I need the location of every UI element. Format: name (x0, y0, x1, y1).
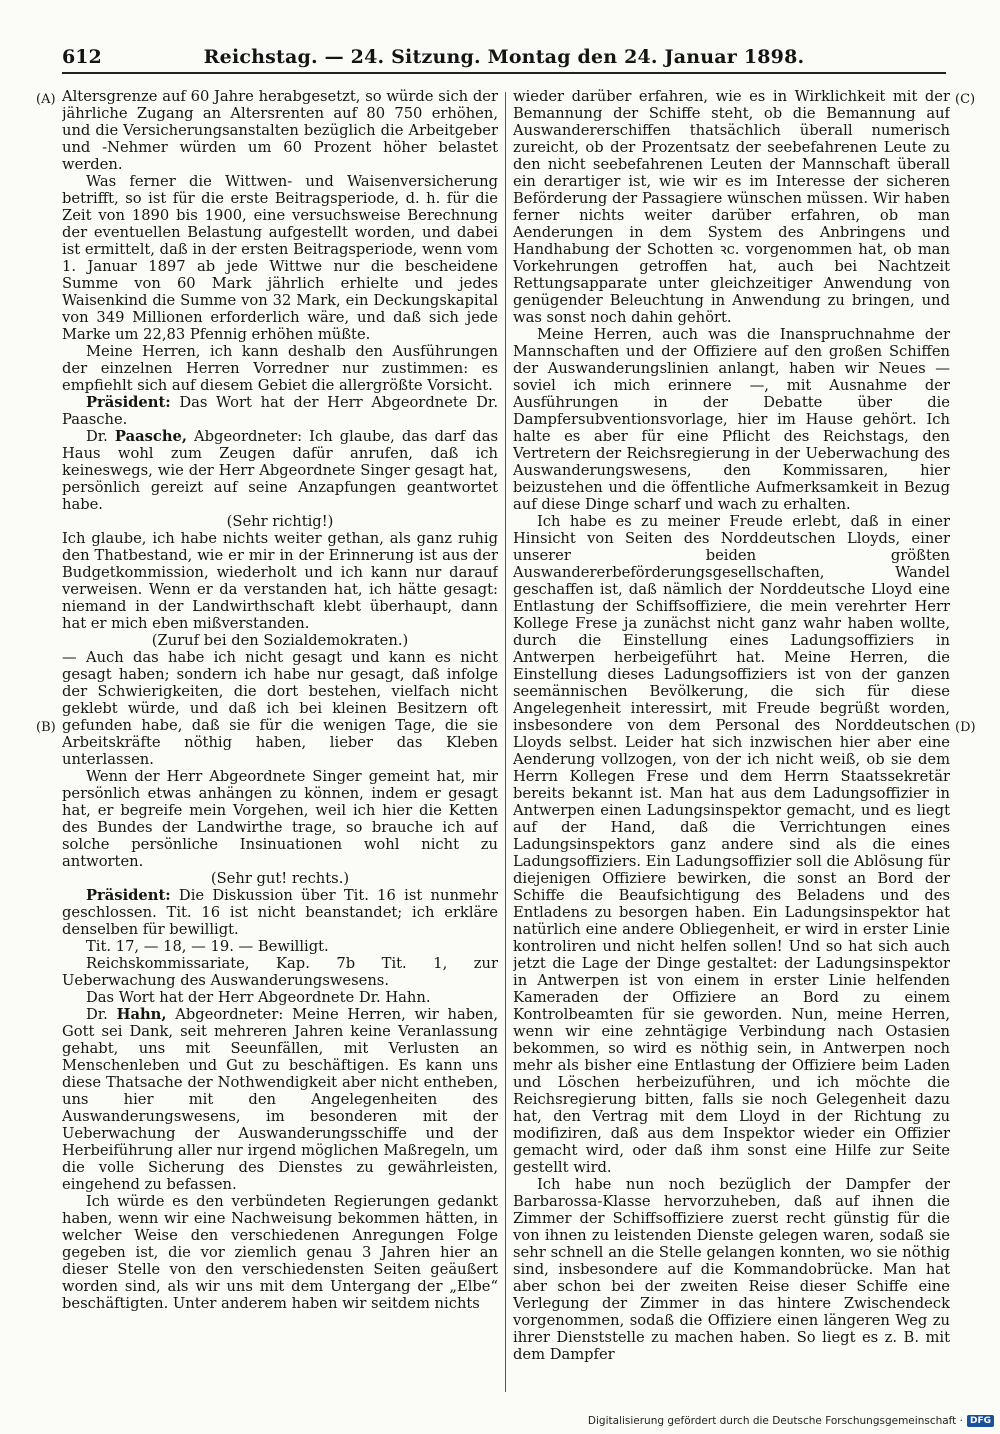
paragraph: Meine Herren, ich kann deshalb den Ausführungen der einzelnen Herren Vorredner nur zustimmen: es empfiehlt sich auf diesem Gebiet die allergrößte Vorsicht. (62, 343, 498, 394)
footer-text: Digitalisierung gefördert durch die Deutsche Forschungsgemeinschaft · (587, 1415, 963, 1427)
speaker-label: Präsident: (86, 394, 171, 411)
paragraph (62, 394, 498, 428)
speech-text: Die Diskussion über Tit. 16 ist nunmehr geschlossen. Tit. 16 ist nicht beanstandet; ich erkläre denselben für bewilligt. (62, 887, 498, 938)
paragraph: Ich würde es den verbündeten Regierungen gedankt haben, wenn wir eine Nachweisung bekommen hätten, in welcher Weise den verschiedenen Anregungen Folge gegeben ist, die vor ziemlich genau 3 Jahren hier an dieser Stelle von den verschiedensten Seiten geäußert worden sind, als wir uns mit dem Untergang der „Elbe“ beschäftigten. Unter anderem haben wir seitdem nichts (62, 1193, 498, 1312)
interjection: (Zuruf bei den Sozialdemokraten.) (151, 632, 409, 649)
paragraph: Meine Herren, auch was die Inanspruchnahme der Mannschaften und der Offiziere auf den großen Schiffen der Auswanderungslinien anlangt, haben wir Neues — soviel ich mich erinnere —, mit Ausnahme der Ausführungen in der Debatte über die Dampfersubventionsvorlage, hier im Hause gehört. Ich halte es aber für eine Pflicht des Reichstags, den Vertretern der Reichsregierung in der Ueberwachung des Auswanderungswesens, den Kommissaren, hier beizustehen und die öffentliche Aufmerksamkeit in Bezug auf diese Dinge scharf und wach zu erhalten. (513, 326, 950, 513)
left-column (62, 88, 498, 1393)
paragraph: Ich habe es zu meiner Freude erlebt, daß in einer Hinsicht von Seiten des Norddeutschen Lloyds, einer unserer beiden größten Auswandererbeförderungsgesellschaften, Wandel geschaffen ist, daß nämlich der Norddeutsche Lloyd eine Entlastung der Schiffsoffiziere, die mein verehrter Herr Kollege Frese ja zunächst nicht ganz wahr haben wollte, durch die Einstellung eines Ladungsoffiziers in Antwerpen herbeigeführt hat. Meine Herren, die Einstellung dieses Ladungsoffiziers ist von der ganzen seemännischen Bevölkerung, die sich für diese Angelegenheit interessirt, mit Freude begrüßt worden, insbesondere von dem Personal des Norddeutschen Lloyds selbst. Leider hat sich inzwischen hier aber eine Aenderung vollzogen, von der ich nicht weiß, ob sie dem Herrn Kollegen Frese und dem Herrn Staatssekretär bereits bekannt ist. Man hat aus dem Ladungsoffizier in Antwerpen einen Ladungsinspektor gemacht, und es liegt auf der Hand, daß die Verrichtungen eines Ladungsinspektors ganz andere sind als die eines Ladungsoffiziers. Ein Ladungsoffizier soll die Ablösung für diejenigen Offiziere bewirken, die sonst an Bord der Schiffe die Beaufsichtigung des Beladens und des Entladens zu besorgen haben. Ein Ladungsinspektor hat natürlich eine andere Obliegenheit, er wird in erster Linie kontroliren und nicht helfen sollen! Und so hat sich auch jetzt die Lage der Dinge gestaltet: der Ladungsinspektor in Antwerpen ist von einem in erster Linie helfenden Kameraden der Offiziere an Bord zu einem Kontrolbeamten für sie geworden. Nun, meine Herren, wenn wir eine zehntägige Verbindung nach Ostasien bekommen, so wird es nöthig sein, in Antwerpen noch mehr als bisher eine Entlastung der Offiziere beim Laden und Löschen herbeizuführen, und ich möchte die Reichsregierung bitten, falls sie noch Gelegenheit dazu hat, den Vertrag mit dem Lloyd in der Richtung zu modifiziren, daß aus dem Inspektor wieder ein Offizier gemacht wird, oder daß ihm sonst eine Hilfe zur Seite gestellt wird. (513, 513, 950, 1176)
speech-text: Abgeordneter: Ich glaube, das darf das Haus wohl zum Zeugen dafür anrufen, daß ich keineswegs, wie der Herr Abgeordnete Singer gesagt hat, persönlich gereizt auf seine Anzapfungen geantwortet habe. (62, 428, 498, 513)
paragraph (62, 887, 498, 938)
paragraph: Tit. 17, — 18, — 19. — Bewilligt. (86, 938, 329, 955)
speech-text: Abgeordneter: Meine Herren, wir haben, Gott sei Dank, seit mehreren Jahren keine Veranlassung gehabt, uns mit Seeunfällen, mit Verlusten an Menschenleben und Gut zu beschäftigen. Es kann uns diese Thatsache der Nothwendigkeit aber nicht entheben, uns hier mit den Angelegenheiten des Auswanderungswesens, im besonderen mit der Ueberwachung der Auswanderungsschiffe und der Herbeiführung aller nur irgend möglichen Maßregeln, um die volle Sicherung des Dienstes zu gewährleisten, eingehend zu befassen. (62, 1006, 498, 1193)
paragraph: — Auch das habe ich nicht gesagt und kann es nicht gesagt haben; sondern ich habe nur gesagt, daß infolge der Schwierigkeiten, die dort bestehen, vielfach nicht geklebt würde, und daß ich bei kleinen Besitzern oft gefunden habe, daß sie für die wenigen Tage, die sie Arbeitskräfte nöthig haben, lieber das Kleben unterlassen. (62, 649, 498, 768)
speaker-title: Dr. (86, 1006, 117, 1023)
paragraph: Ich habe nun noch bezüglich der Dampfer der Barbarossa-Klasse hervorzuheben, daß auf ihnen die Zimmer der Schiffsoffiziere zuerst recht günstig für die von ihnen zu leistenden Dienste gelegen waren, sodaß sie sehr schnell an die Stelle gelangen konnten, wo sie nöthig sind, insbesondere auf die Kommandobrücke. Man hat aber schon bei der zweiten Reise dieser Schiffe eine Verlegung der Zimmer in das hintere Zwischendeck vorgenommen, sodaß die Offiziere einen längeren Weg zu ihrer Dienststelle zu machen haben. So liegt es z. B. mit dem Dampfer (513, 1176, 950, 1363)
speaker-label: Paasche, (114, 428, 187, 445)
interjection: (Sehr gut! rechts.) (210, 870, 350, 887)
interjection: (Sehr richtig!) (226, 513, 334, 530)
paragraph: Wenn der Herr Abgeordnete Singer gemeint hat, mir persönlich etwas anhängen zu können, indem er gesagt hat, er begreife mein Vorgehen, weil ich hier die Ketten des Bundes der Landwirthe trage, so brauche ich auf solche persönliche Insinuationen wohl nicht zu antworten. (62, 768, 498, 870)
paragraph: Was ferner die Wittwen- und Waisenversicherung betrifft, so ist für die erste Beitragsperiode, d. h. für die Zeit von 1890 bis 1900, eine versuchsweise Berechnung der eventuellen Belastung aufgestellt worden, und dabei ist ermittelt, daß in der ersten Beitragsperiode, wenn vom 1. Januar 1897 ab jede Wittwe nur die bescheidene Summe von 60 Mark jährlich erhielte und jedes Waisenkind die Summe von 32 Mark, ein Deckungskapital von 349 Millionen erforderlich wäre, und daß sich jede Marke um 22,83 Pfennig erhöhen müßte. (62, 173, 498, 343)
dfg-logo-icon: DFG (967, 1415, 994, 1427)
digitization-footer (588, 1415, 994, 1427)
page-header (62, 44, 946, 74)
paragraph: Altersgrenze auf 60 Jahre herabgesetzt, so würde sich der jährliche Zugang an Altersrenten auf 80 750 erhöhen, und die Versicherungsanstalten bezüglich die Arbeitgeber und -Nehmer würden um 60 Prozent höher belastet werden. (62, 88, 498, 173)
margin-marker-d: (D) (955, 720, 976, 735)
paragraph (62, 1006, 498, 1193)
page-number: 612 (62, 46, 102, 68)
speech-text: Das Wort hat der Herr Abgeordnete Dr. Paasche. (62, 394, 498, 428)
right-column (513, 88, 950, 1393)
paragraph: Ich glaube, ich habe nichts weiter gethan, als ganz ruhig den Thatbestand, wie er mir in der Erinnerung ist aus der Budgetkommission, wiederholt und ich kann nur darauf verweisen. Wenn er da verstanden hat, ich hätte gesagt: niemand in der Landwirthschaft klebt überhaupt, dann hat er mich eben mißverstanden. (62, 530, 498, 632)
paragraph (62, 428, 498, 513)
column-divider (505, 92, 506, 1392)
speaker-label: Hahn, (116, 1006, 167, 1023)
speaker-title: Dr. (86, 428, 115, 445)
paragraph: Reichskommissariate, Kap. 7b Tit. 1, zur Ueberwachung des Auswanderungswesens. (62, 955, 498, 989)
margin-marker-a: (A) (36, 92, 56, 107)
paragraph: wieder darüber erfahren, wie es in Wirklichkeit mit der Bemannung der Schiffe steht, ob die Bemannung auf Auswandererschiffen thatsächlich überall numerisch zureicht, ob der Prozentsatz der seebefahrenen Leute zu den nicht seebefahrenen Leuten der Mannschaft überall ein derartiger ist, wie wir es im Interesse der sicheren Beförderung der Passagiere wünschen müssen. Wir haben ferner nichts weiter darüber erfahren, ob man Aenderungen in dem System des Anbringens und Handhabung der Schotten ꝛc. vorgenommen hat, ob man Vorkehrungen getroffen hat, auch bei Nachtzeit Rettungsapparate unter gleichzeitiger Anwendung von genügender Beleuchtung in Anwendung zu bringen, und was sonst noch dahin gehört. (513, 88, 950, 326)
margin-marker-c: (C) (955, 92, 976, 107)
speaker-label: Präsident: (86, 887, 171, 904)
running-head: Reichstag. — 24. Sitzung. Montag den 24. Januar 1898. (203, 46, 805, 68)
paragraph: Das Wort hat der Herr Abgeordnete Dr. Hahn. (86, 989, 431, 1006)
margin-marker-b: (B) (36, 720, 56, 735)
